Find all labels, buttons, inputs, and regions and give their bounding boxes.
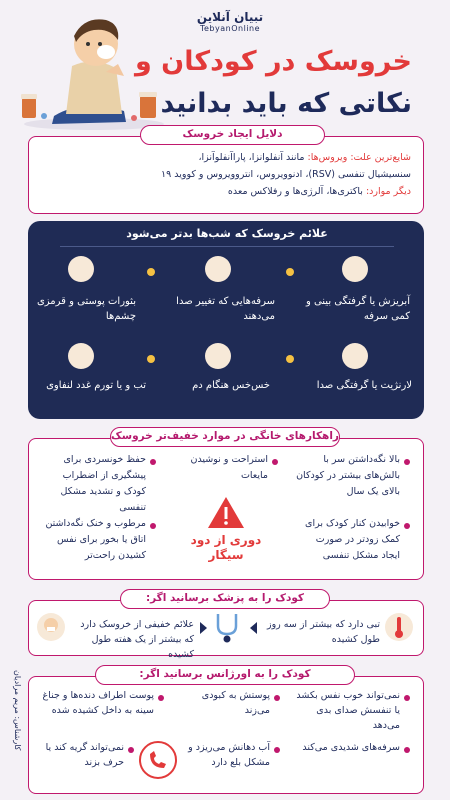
rash-icon <box>68 256 94 282</box>
symptoms-heading: علائم خروسک که شب‌ها بدتر می‌شود <box>126 227 328 240</box>
symptom-item: لارنژیت یا گرفتگی صدا <box>316 380 412 391</box>
page-title-line1: خروسک در کودکان و <box>135 46 412 77</box>
causes-common-text: مانند آنفلوانزا، پاراآنفلوآنزا، <box>198 152 308 163</box>
bullet-dot <box>404 459 410 465</box>
cough-icon <box>205 256 231 282</box>
arrow-right-icon <box>200 622 207 634</box>
emergency-item: پوست اطراف دنده‌ها و جناغ سینه به داخل کشیده شده <box>42 690 154 716</box>
causes-common-text2: سنسیشیال تنفسی (RSV)، ادنوویروس، انتروویروس و کووید ۱۹ <box>160 169 411 180</box>
causes-box <box>28 136 424 214</box>
stethoscope-icon <box>210 610 244 644</box>
sick-child-illustration <box>14 6 164 131</box>
emergency-call-icon <box>138 740 178 780</box>
home-tip: حفظ خونسردی برای پیشگیری از اضطراب کودک و تشدید مشکل تنفسی <box>60 454 146 513</box>
emergency-item: پوستش به کبودی می‌زند <box>201 690 270 716</box>
brand-name-en: TebyanOnline <box>199 24 261 33</box>
chevron-icon <box>286 355 294 363</box>
causes-other-text: باکتری‌ها، آلرژی‌ها و رفلاکس معده <box>227 186 366 197</box>
warning-icon <box>206 495 246 531</box>
emergency-heading: کودک را به اورژانس برسانید اگر: <box>95 665 355 685</box>
home-remedies-heading: راهکارهای خانگی در موارد خفیف‌تر خروسک <box>110 427 340 447</box>
bullet-dot <box>272 459 278 465</box>
bullet-dot <box>150 459 156 465</box>
home-tip: خوابیدن کنار کودک برای کمک زودتر در صورت ایجاد مشکل تنفسی <box>305 518 400 561</box>
fever-icon <box>68 343 94 369</box>
doctor-item: تبی دارد که بیشتر از سه روز طول کشیده <box>267 619 380 645</box>
arrow-left-icon <box>250 622 257 634</box>
home-tip: استراحت و نوشیدن مایعات <box>190 454 268 481</box>
doctor-heading: کودک را به پزشک برسانید اگر: <box>120 589 330 609</box>
bullet-dot <box>404 747 410 753</box>
runny-nose-icon <box>342 256 368 282</box>
causes-common-line <box>39 149 411 166</box>
chevron-icon <box>147 268 155 276</box>
symptom-item: آبریزش یا گرفتگی بینی و کمی سرفه <box>305 296 410 322</box>
bullet-dot <box>404 523 410 529</box>
home-tip: بالا نگه‌داشتن سر با بالش‌های بیشتر در کودکان بالای یک سال <box>296 454 400 497</box>
causes-common-label: شایع‌ترین علت: ویروس‌ها: <box>307 152 411 163</box>
chevron-icon <box>147 355 155 363</box>
home-tip: مرطوب و خنک نگه‌داشتن اتاق یا بخور برای نفس کشیدن راحت‌تر <box>45 518 146 561</box>
credit-text: کارشناس: مریم مرادیان <box>13 669 22 750</box>
doctor-item: علائم خفیفی از خروسک دارد که بیشتر از یک هفته طول کشیده <box>80 619 194 660</box>
brand-logo <box>190 10 270 33</box>
page-title-line2: نکاتی که باید بدانید <box>160 88 412 119</box>
symptoms-divider <box>60 246 394 247</box>
emergency-item: نمی‌تواند گریه کند یا حرف بزند <box>45 742 124 768</box>
emergency-item: سرفه‌های شدیدی می‌کند <box>302 742 400 753</box>
symptom-item: بثورات پوستی و قرمزی چشم‌ها <box>36 296 136 322</box>
symptom-item: سرفه‌هایی که تغییر صدا می‌دهند <box>176 296 275 322</box>
bullet-dot <box>404 695 410 701</box>
brand-name-fa: تبیان آنلاین <box>196 10 264 24</box>
bullet-dot <box>150 523 156 529</box>
bullet-dot <box>274 747 280 753</box>
causes-other-line <box>39 183 411 200</box>
wheeze-icon <box>205 343 231 369</box>
emergency-item: نمی‌تواند خوب نفس بکشد یا تنفسش صدای بدی می‌دهد <box>296 690 400 731</box>
sick-child-icon <box>36 612 66 642</box>
causes-heading: دلایل ایجاد خروسک <box>140 125 325 145</box>
symptom-item: خس‌خس هنگام دم <box>192 380 270 391</box>
warning-text: دوری از دود سیگار <box>190 533 262 562</box>
chevron-icon <box>286 268 294 276</box>
bullet-dot <box>274 695 280 701</box>
thermometer-icon <box>384 612 414 642</box>
bullet-dot <box>128 747 134 753</box>
bullet-dot <box>158 695 164 701</box>
emergency-item: آب دهانش می‌ریزد و مشکل بلع دارد <box>188 742 270 768</box>
throat-icon <box>342 343 368 369</box>
causes-other-label: دیگر موارد: <box>365 186 411 197</box>
symptom-item: تب و یا تورم غدد لنفاوی <box>46 380 146 391</box>
